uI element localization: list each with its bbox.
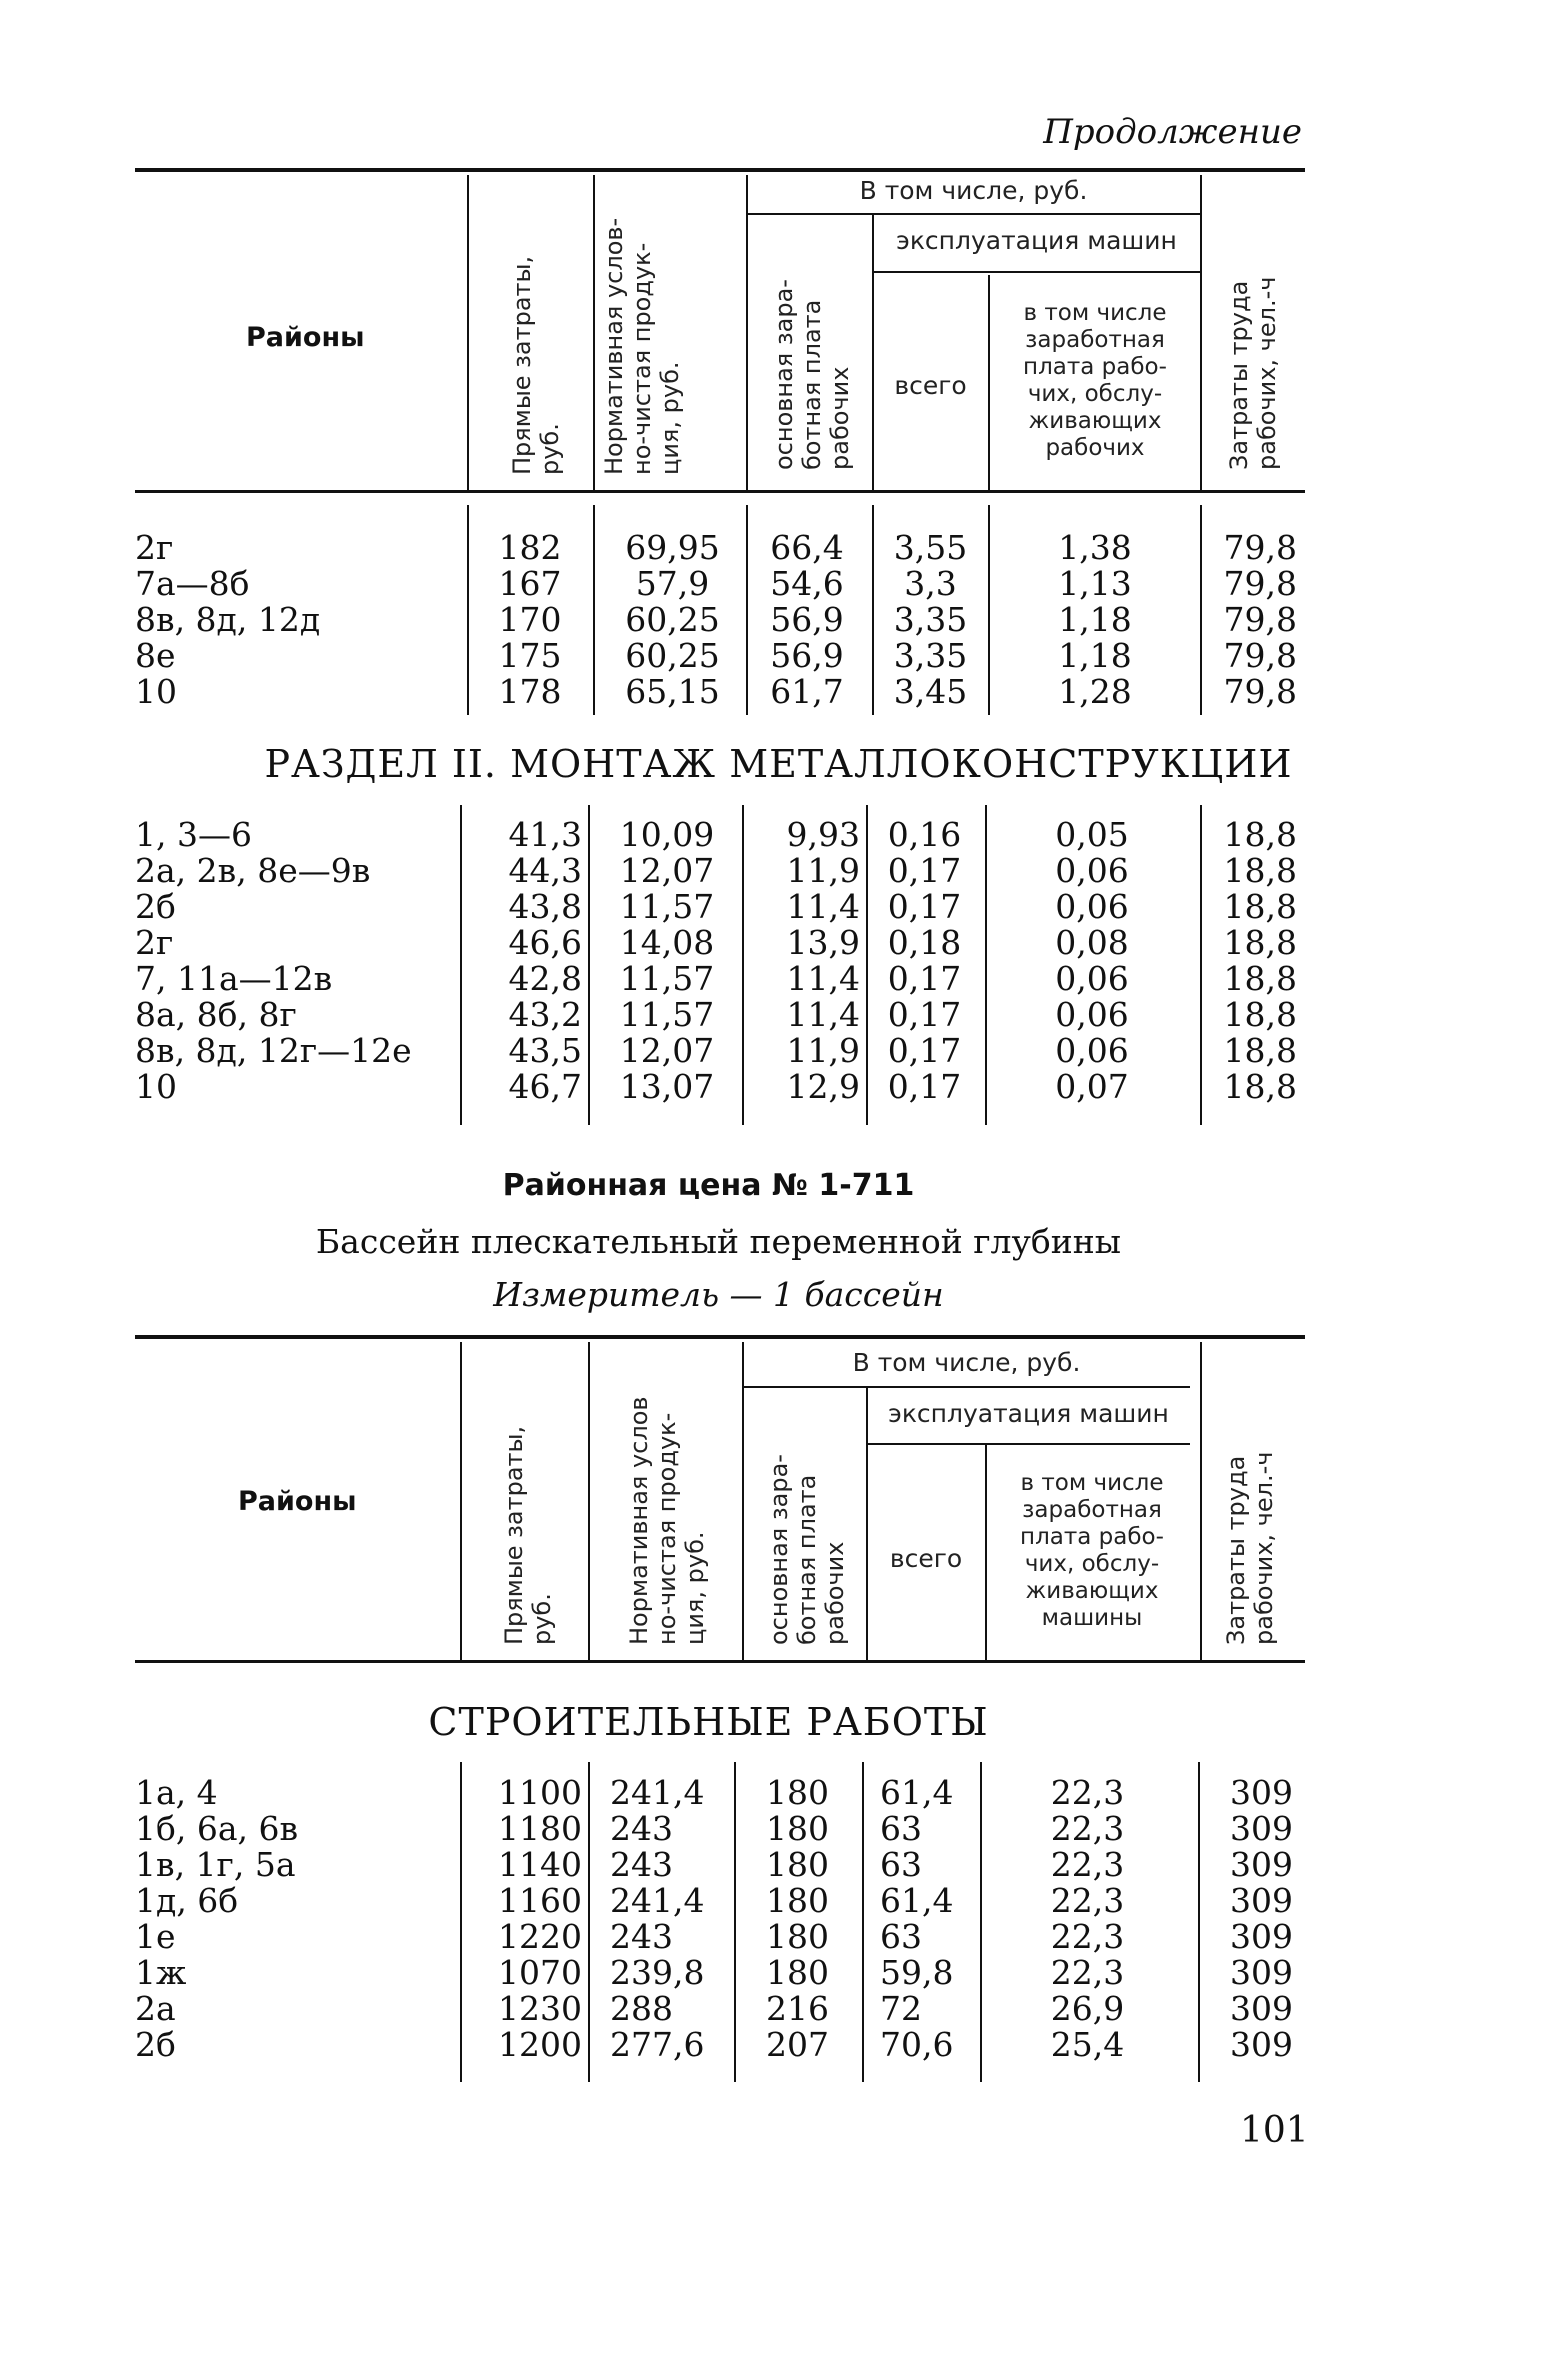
table-row <box>0 1811 1557 1847</box>
cell-wages: 207 <box>766 2025 829 2064</box>
header3-machine-ops: эксплуатация машин <box>888 1399 1169 1428</box>
cell-machine-total: 0,17 <box>887 851 962 890</box>
table-row <box>0 566 1557 602</box>
section3-title: СТРОИТЕЛЬНЫЕ РАБОТЫ <box>428 1700 989 1744</box>
cell-machine-total: 0,16 <box>887 815 962 854</box>
cell-labor: 18,8 <box>1223 887 1297 926</box>
cell-direct: 1230 <box>498 1989 582 2028</box>
cell-normative: 288 <box>610 1989 673 2028</box>
cell-labor: 18,8 <box>1223 959 1297 998</box>
cell-machine-total: 0,17 <box>887 1031 962 1070</box>
cell-machine-total: 63 <box>880 1809 922 1848</box>
cell-direct: 167 <box>498 564 562 603</box>
cell-machine-total: 3,45 <box>893 672 968 711</box>
cell-labor: 79,8 <box>1223 672 1297 711</box>
cell-labor: 18,8 <box>1223 923 1297 962</box>
cell-normative: 243 <box>610 1845 673 1884</box>
cell-machine-wages: 0,06 <box>1055 1031 1129 1070</box>
cell-region: 8а, 8б, 8г <box>135 995 297 1034</box>
table-row <box>0 530 1557 566</box>
cell-normative: 11,57 <box>619 887 715 926</box>
cell-machine-wages: 22,3 <box>1050 1773 1125 1812</box>
header-incl-wages: в том числе заработная плата рабо-чих, обслу-живающих рабочих <box>1023 300 1167 461</box>
cell-region: 7, 11а—12в <box>135 959 333 998</box>
cell-machine-wages: 26,9 <box>1050 1989 1125 2028</box>
table-row <box>0 853 1557 889</box>
header-normative: Нормативная услов- но-чистая продук- ция, руб. <box>600 217 684 475</box>
cell-machine-total: 61,4 <box>880 1773 954 1812</box>
header3-direct-costs: Прямые затраты, руб. <box>500 1425 556 1645</box>
header3-incl-wages: в том числе заработная плата рабо-чих, обслу-живающих машины <box>1020 1470 1164 1631</box>
cell-machine-total: 72 <box>880 1989 922 2028</box>
cell-machine-total: 0,18 <box>887 923 962 962</box>
cell-direct: 44,3 <box>508 851 582 890</box>
cell-normative: 13,07 <box>619 1067 715 1106</box>
table-row <box>0 1847 1557 1883</box>
cell-normative: 277,6 <box>610 2025 705 2064</box>
cell-machine-wages: 22,3 <box>1050 1917 1125 1956</box>
cell-machine-wages: 0,08 <box>1055 923 1129 962</box>
cell-wages: 56,9 <box>770 636 844 675</box>
cell-machine-total: 3,55 <box>893 528 968 567</box>
cell-direct: 170 <box>498 600 562 639</box>
cell-wages: 13,9 <box>786 923 860 962</box>
cell-direct: 1070 <box>498 1953 582 1992</box>
page-number: 101 <box>1240 2110 1309 2151</box>
cell-region: 2б <box>135 2025 176 2064</box>
cell-machine-wages: 0,06 <box>1055 887 1129 926</box>
cell-wages: 11,9 <box>786 1031 860 1070</box>
cell-machine-wages: 0,06 <box>1055 851 1129 890</box>
table-row <box>0 925 1557 961</box>
cell-wages: 61,7 <box>770 672 844 711</box>
cell-direct: 1180 <box>498 1809 582 1848</box>
cell-wages: 180 <box>766 1809 829 1848</box>
table-row <box>0 2027 1557 2063</box>
header-total: всего <box>894 371 967 400</box>
cell-direct: 1160 <box>498 1881 582 1920</box>
price-title: Районная цена № 1-711 <box>502 1168 915 1203</box>
cell-normative: 241,4 <box>610 1881 705 1920</box>
section2-title: РАЗДЕЛ II. МОНТАЖ МЕТАЛЛОКОНСТРУКЦИИ <box>264 742 1293 786</box>
header-labor: Затраты труда рабочих, чел.-ч <box>1225 276 1281 470</box>
cell-machine-wages: 25,4 <box>1050 2025 1125 2064</box>
cell-machine-total: 0,17 <box>887 887 962 926</box>
table-row <box>0 1069 1557 1105</box>
cell-normative: 11,57 <box>619 995 715 1034</box>
header-machine-ops: эксплуатация машин <box>896 226 1177 255</box>
cell-machine-total: 63 <box>880 1845 922 1884</box>
header-including-rub: В том числе, руб. <box>859 176 1088 205</box>
cell-direct: 41,3 <box>508 815 582 854</box>
cell-wages: 180 <box>766 1845 829 1884</box>
cell-normative: 11,57 <box>619 959 715 998</box>
header-base-wages: основная зара- ботная плата рабочих <box>770 279 854 470</box>
cell-machine-wages: 22,3 <box>1050 1881 1125 1920</box>
cell-region: 1б, 6а, 6в <box>135 1809 299 1848</box>
cell-normative: 239,8 <box>610 1953 705 1992</box>
cell-direct: 1200 <box>498 2025 582 2064</box>
table-row <box>0 1955 1557 1991</box>
cell-labor: 309 <box>1230 1881 1293 1920</box>
table-row <box>0 674 1557 710</box>
header3-normative: Нормативная услов но-чистая продук- ция, руб. <box>625 1396 709 1645</box>
cell-wages: 11,9 <box>786 851 860 890</box>
cell-labor: 18,8 <box>1223 1031 1297 1070</box>
cell-machine-total: 0,17 <box>887 995 962 1034</box>
cell-machine-wages: 1,18 <box>1058 636 1132 675</box>
cell-wages: 56,9 <box>770 600 844 639</box>
cell-normative: 60,25 <box>625 600 720 639</box>
cell-region: 10 <box>135 1067 177 1106</box>
cell-region: 1ж <box>135 1953 187 1992</box>
cell-machine-wages: 22,3 <box>1050 1809 1125 1848</box>
cell-normative: 243 <box>610 1809 673 1848</box>
cell-labor: 309 <box>1230 1845 1293 1884</box>
continuation-label: Продолжение <box>1043 112 1302 152</box>
cell-wages: 11,4 <box>786 995 860 1034</box>
header-rayony: Районы <box>246 322 365 353</box>
cell-region: 1а, 4 <box>135 1773 218 1812</box>
cell-machine-total: 59,8 <box>880 1953 954 1992</box>
price-unit: Измеритель — 1 бассейн <box>493 1275 944 1314</box>
table-row <box>0 1991 1557 2027</box>
cell-normative: 12,07 <box>619 1031 715 1070</box>
table-row <box>0 997 1557 1033</box>
cell-labor: 79,8 <box>1223 636 1297 675</box>
cell-machine-wages: 22,3 <box>1050 1845 1125 1884</box>
cell-normative: 69,95 <box>625 528 720 567</box>
cell-wages: 216 <box>766 1989 829 2028</box>
cell-region: 2г <box>135 923 174 962</box>
cell-region: 8в, 8д, 12г—12е <box>135 1031 412 1070</box>
cell-direct: 175 <box>498 636 562 675</box>
cell-labor: 18,8 <box>1223 995 1297 1034</box>
cell-wages: 180 <box>766 1773 829 1812</box>
cell-direct: 43,8 <box>508 887 582 926</box>
cell-machine-wages: 0,05 <box>1055 815 1129 854</box>
cell-labor: 309 <box>1230 1809 1293 1848</box>
cell-normative: 65,15 <box>625 672 720 711</box>
header3-base-wages: основная зара- ботная плата рабочих <box>765 1454 849 1645</box>
cell-wages: 11,4 <box>786 887 860 926</box>
cell-machine-wages: 1,38 <box>1058 528 1132 567</box>
cell-normative: 241,4 <box>610 1773 705 1812</box>
table-row <box>0 817 1557 853</box>
cell-machine-wages: 0,07 <box>1055 1067 1129 1106</box>
cell-machine-total: 3,3 <box>904 564 957 603</box>
cell-wages: 66,4 <box>770 528 844 567</box>
cell-region: 8е <box>135 636 176 675</box>
cell-labor: 309 <box>1230 1989 1293 2028</box>
header-direct-costs: Прямые затраты, руб. <box>508 255 564 475</box>
cell-direct: 43,5 <box>508 1031 582 1070</box>
cell-normative: 12,07 <box>619 851 715 890</box>
cell-direct: 182 <box>498 528 562 567</box>
cell-direct: 46,6 <box>508 923 582 962</box>
table-row <box>0 1033 1557 1069</box>
cell-machine-wages: 22,3 <box>1050 1953 1125 1992</box>
cell-region: 2г <box>135 528 174 567</box>
cell-labor: 309 <box>1230 1773 1293 1812</box>
cell-machine-wages: 1,18 <box>1058 600 1132 639</box>
cell-machine-wages: 1,13 <box>1058 564 1132 603</box>
cell-machine-wages: 1,28 <box>1058 672 1132 711</box>
cell-region: 1д, 6б <box>135 1881 239 1920</box>
cell-labor: 79,8 <box>1223 564 1297 603</box>
cell-wages: 54,6 <box>770 564 844 603</box>
cell-labor: 79,8 <box>1223 600 1297 639</box>
cell-direct: 1220 <box>498 1917 582 1956</box>
cell-machine-total: 3,35 <box>893 636 968 675</box>
header3-labor: Затраты труда рабочих, чел.-ч <box>1222 1451 1278 1645</box>
cell-machine-total: 63 <box>880 1917 922 1956</box>
header3-total: всего <box>889 1544 963 1573</box>
cell-region: 8в, 8д, 12д <box>135 600 321 639</box>
cell-direct: 1140 <box>498 1845 582 1884</box>
cell-labor: 18,8 <box>1223 815 1297 854</box>
cell-region: 1в, 1г, 5а <box>135 1845 296 1884</box>
table-row <box>0 638 1557 674</box>
cell-region: 1, 3—6 <box>135 815 252 854</box>
cell-machine-total: 3,35 <box>893 600 968 639</box>
cell-direct: 46,7 <box>508 1067 582 1106</box>
cell-normative: 60,25 <box>625 636 720 675</box>
cell-direct: 1100 <box>498 1773 582 1812</box>
cell-machine-total: 70,6 <box>880 2025 954 2064</box>
cell-wages: 12,9 <box>786 1067 860 1106</box>
cell-labor: 79,8 <box>1223 528 1297 567</box>
cell-labor: 18,8 <box>1223 851 1297 890</box>
cell-machine-wages: 0,06 <box>1055 995 1129 1034</box>
cell-labor: 309 <box>1230 1917 1293 1956</box>
cell-direct: 43,2 <box>508 995 582 1034</box>
table-row <box>0 1775 1557 1811</box>
cell-labor: 309 <box>1230 1953 1293 1992</box>
cell-machine-total: 61,4 <box>880 1881 954 1920</box>
table-row <box>0 1919 1557 1955</box>
cell-wages: 11,4 <box>786 959 860 998</box>
cell-direct: 42,8 <box>508 959 582 998</box>
cell-normative: 10,09 <box>619 815 715 854</box>
cell-labor: 18,8 <box>1223 1067 1297 1106</box>
cell-region: 7а—8б <box>135 564 250 603</box>
cell-machine-total: 0,17 <box>887 959 962 998</box>
table-row <box>0 889 1557 925</box>
cell-region: 1е <box>135 1917 176 1956</box>
cell-direct: 178 <box>498 672 562 711</box>
cell-wages: 180 <box>766 1881 829 1920</box>
cell-region: 2а <box>135 1989 176 2028</box>
table-row <box>0 1883 1557 1919</box>
table-row <box>0 602 1557 638</box>
cell-wages: 9,93 <box>786 815 860 854</box>
cell-wages: 180 <box>766 1917 829 1956</box>
cell-machine-total: 0,17 <box>887 1067 962 1106</box>
cell-region: 10 <box>135 672 177 711</box>
cell-wages: 180 <box>766 1953 829 1992</box>
cell-normative: 57,9 <box>635 564 710 603</box>
table-row <box>0 961 1557 997</box>
cell-region: 2а, 2в, 8е—9в <box>135 851 371 890</box>
header3-rayony: Районы <box>238 1486 357 1517</box>
cell-machine-wages: 0,06 <box>1055 959 1129 998</box>
cell-region: 2б <box>135 887 176 926</box>
cell-normative: 14,08 <box>619 923 715 962</box>
header3-including-rub: В том числе, руб. <box>852 1348 1081 1377</box>
cell-labor: 309 <box>1230 2025 1293 2064</box>
price-subtitle: Бассейн плескательный переменной глубины <box>315 1222 1122 1261</box>
cell-normative: 243 <box>610 1917 673 1956</box>
